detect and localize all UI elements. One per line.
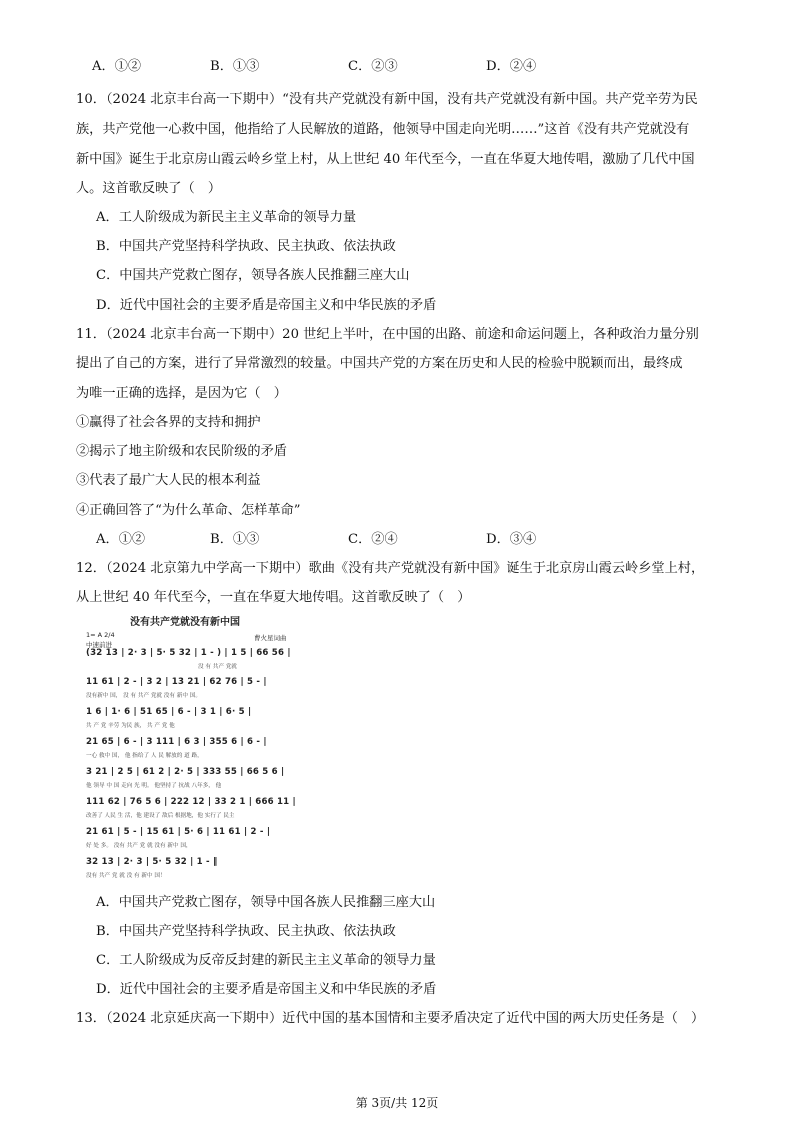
- score-notes-row: 3 21 | 2 5 | 61 2 | 2· 5 | 333 55 | 66 5 6 |: [86, 767, 285, 777]
- page-number: 第 3页/共 12页: [355, 1096, 439, 1110]
- question-12-option-d: D．近代中国社会的主要矛盾是帝国主义和中华民族的矛盾: [96, 982, 437, 997]
- question-11-option-b: B．①③: [210, 532, 260, 547]
- question-11-option-a: A．①②: [96, 532, 146, 547]
- score-notes-row: 11 61 | 2 - | 3 2 | 13 21 | 62 76 | 5 - |: [86, 677, 267, 687]
- score-tempo: 中速前进: [86, 641, 112, 649]
- question-10-line: 人。这首歌反映了（ ）: [76, 181, 222, 196]
- prev-option-d: D．②④: [486, 59, 537, 74]
- prev-option-b: B．①③: [210, 59, 260, 74]
- question-11-option-d: D．③④: [486, 532, 537, 547]
- question-11-line: 为唯一正确的选择，是因为它（ ）: [76, 386, 287, 401]
- question-10-option-b: B．中国共产党坚持科学执政、民主执政、依法执政: [96, 239, 396, 254]
- score-notes-row: 1 6 | 1· 6 | 51 65 | 6 - | 3 1 | 6· 5 |: [86, 707, 252, 717]
- question-11-statement: ③代表了最广大人民的根本利益: [76, 473, 261, 488]
- score-notes-row: (32 13 | 2· 3 | 5· 5 32 | 1 - ) | 1 5 | 66 56 |: [86, 648, 291, 658]
- score-lyric-row: 共 产 党 辛劳 为民 族， 共 产 党 他: [86, 723, 175, 729]
- score-lyric-row: 一心 救中 国， 他 指给了 人 民 解放的 道 路，: [86, 753, 203, 759]
- question-10-option-c: C．中国共产党救亡图存，领导各族人民推翻三座大山: [96, 268, 410, 283]
- score-notes-row: 32 13 | 2· 3 | 5· 5 32 | 1 - ‖: [86, 857, 218, 867]
- score-lyric-row: 好 处 多。 没有 共产 党 就 没有 新中 国，: [86, 843, 192, 849]
- question-12-option-b: B．中国共产党坚持科学执政、民主执政、依法执政: [96, 924, 396, 939]
- score-notes-row: 21 65 | 6 - | 3 111 | 6 3 | 355 6 | 6 - |: [86, 737, 267, 747]
- question-12-option-a: A．中国共产党救亡图存，领导中国各族人民推翻三座大山: [96, 895, 436, 910]
- prev-option-c: C．②③: [348, 59, 398, 74]
- song-score-figure: [86, 613, 298, 901]
- question-11-statement: ②揭示了地主阶级和农民阶级的矛盾: [76, 444, 287, 459]
- score-key: 1= A 2/4: [86, 631, 115, 639]
- question-12-line: 12．（2024 北京第九中学高一下期中）歌曲《没有共产党就没有新中国》诞生于北京房山霞云岭乡堂上村，: [76, 561, 705, 576]
- question-10-option-d: D．近代中国社会的主要矛盾是帝国主义和中华民族的矛盾: [96, 298, 437, 313]
- prev-option-a: A．①②: [92, 59, 142, 74]
- question-10-line: 族，共产党他一心救中国，他指给了人民解放的道路，他领导中国走向光明……”这首《没有共产党就没有: [76, 122, 690, 137]
- score-lyric-row: 他 领导 中 国 走向 光 明。 他坚持了 抗战 八年多， 他: [86, 783, 222, 789]
- score-notes-row: 111 62 | 76 5 6 | 222 12 | 33 2 1 | 666 11 |: [86, 797, 296, 807]
- question-11-line: 提出了自己的方案，进行了异常激烈的较量。中国共产党的方案在历史和人民的检验中脱颖而出，最终成: [76, 356, 683, 371]
- question-11-statement: ④正确回答了“为什么革命、怎样革命”: [76, 503, 301, 518]
- question-11-statement: ①赢得了社会各界的支持和拥护: [76, 415, 261, 430]
- score-lyric-row: 没有新中 国， 没 有 共产 党就 没有 新中 国。: [86, 693, 201, 699]
- question-10-option-a: A．工人阶级成为新民主主义革命的领导力量: [96, 210, 357, 225]
- question-10-line: 新中国》诞生于北京房山霞云岭乡堂上村，从上世纪 40 年代至今，一直在华夏大地传唱，激励了几代中国: [76, 152, 695, 167]
- question-11-line: 11．（2024 北京丰台高一下期中）20 世纪上半叶，在中国的出路、前途和命运问题上，各种政治力量分别: [76, 327, 699, 342]
- score-notes-row: 21 61 | 5 - | 15 61 | 5· 6 | 11 61 | 2 - |: [86, 827, 271, 837]
- question-12-line: 从上世纪 40 年代至今，一直在华夏大地传唱。这首歌反映了（ ）: [76, 590, 471, 605]
- score-lyric-row: 没有 共产 党 就 没 有 新中 国！: [86, 873, 166, 879]
- score-composer: 曹火星词曲: [254, 634, 287, 642]
- score-title: 没有共产党就没有新中国: [130, 617, 240, 628]
- question-13-line: 13．（2024 北京延庆高一下期中）近代中国的基本国情和主要矛盾决定了近代中国的两大历史任务是（ ）: [76, 1011, 705, 1026]
- score-lyric-row: 没 有 共产 党就: [198, 664, 237, 670]
- question-10-line: 10．（2024 北京丰台高一下期中）“没有共产党就没有新中国，没有共产党就没有新中国。共产党辛劳为民: [76, 92, 698, 107]
- question-11-option-c: C．②④: [348, 532, 398, 547]
- question-12-option-c: C．工人阶级成为反帝反封建的新民主主义革命的领导力量: [96, 953, 436, 968]
- score-lyric-row: 改善了 人民 生 活，他 建设了 敌后 根据地，他 实行了 民主: [86, 813, 235, 819]
